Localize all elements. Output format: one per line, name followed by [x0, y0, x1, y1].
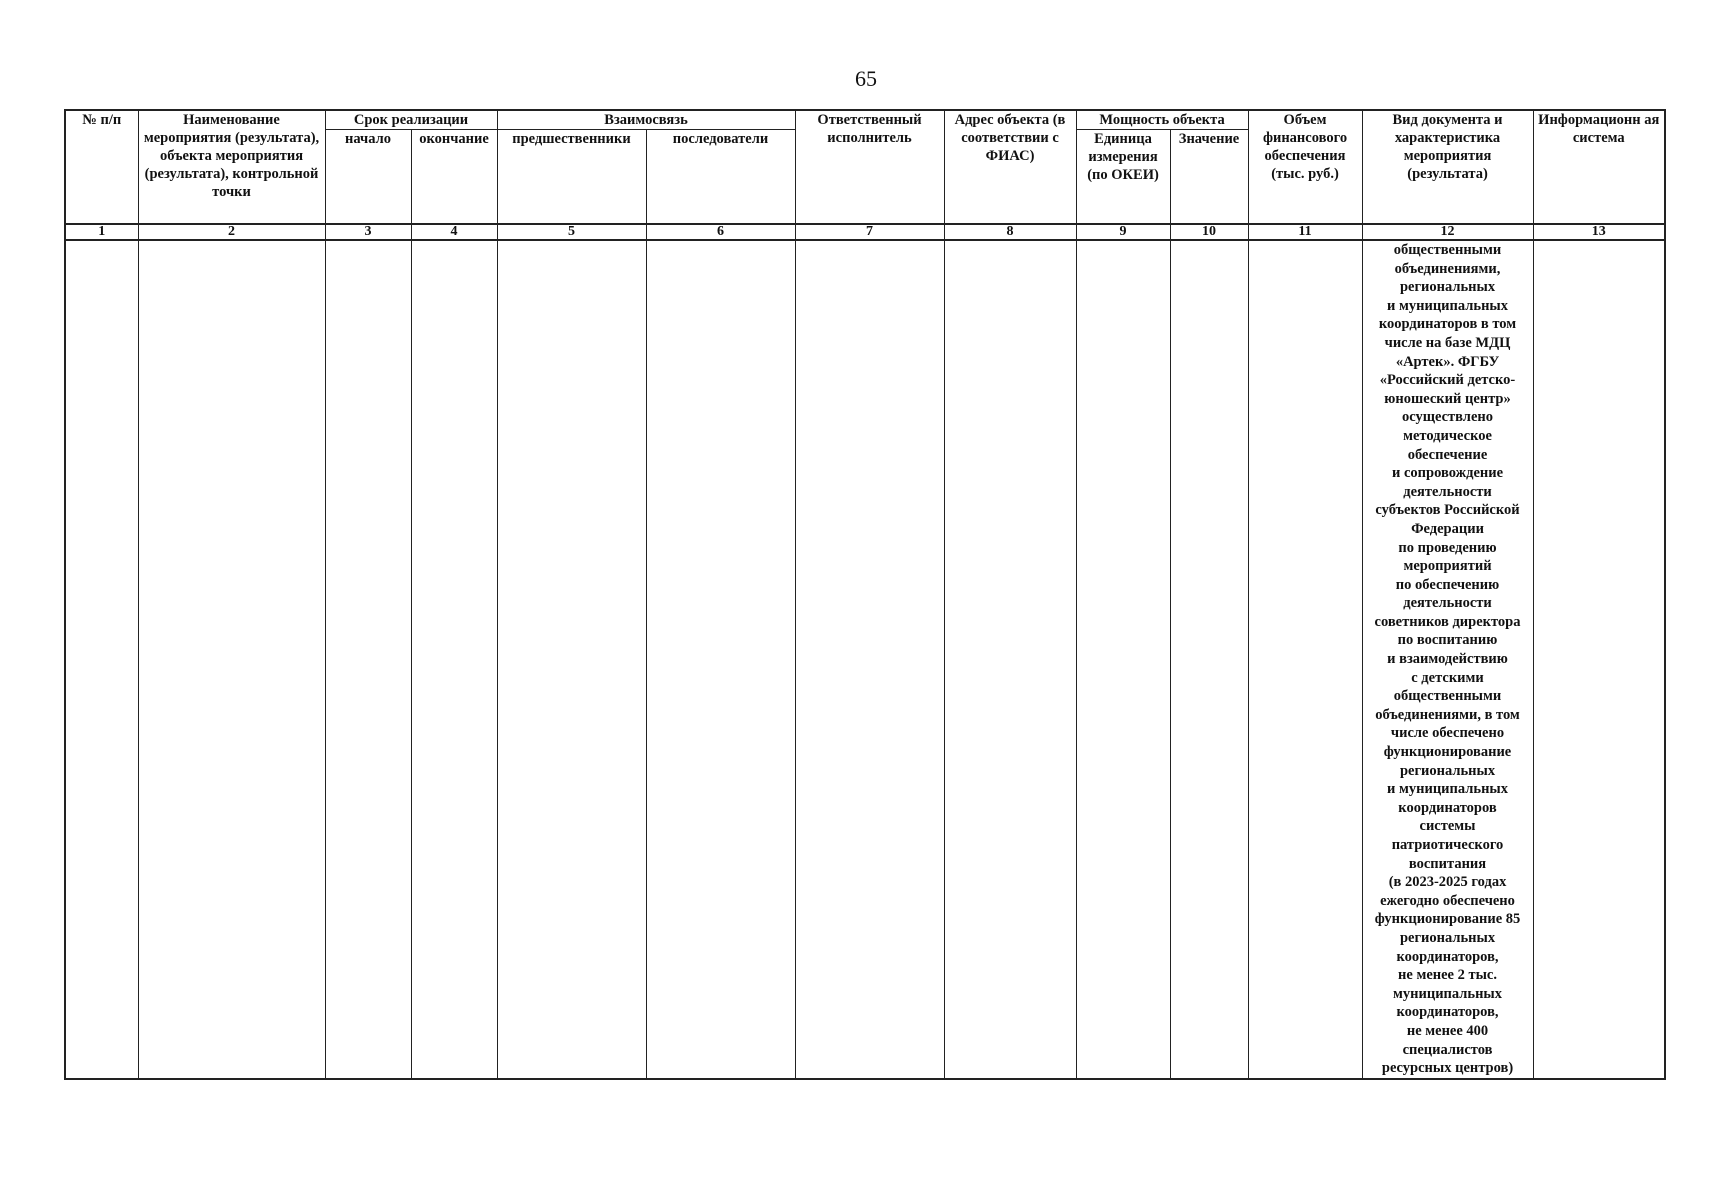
column-number: 10: [1170, 224, 1248, 240]
page-number: 65: [855, 66, 877, 91]
column-number: 9: [1076, 224, 1170, 240]
doc-description-line: «Российский детско-: [1379, 372, 1516, 389]
doc-description-line: субъектов Российской: [1375, 502, 1520, 519]
doc-description-line: функционирование: [1383, 744, 1512, 761]
doc-description-line: ресурсных центров): [1381, 1060, 1514, 1077]
cell-address: [944, 240, 1076, 1079]
cell-succ: [646, 240, 795, 1079]
doc-description-line: координаторов в том: [1378, 316, 1517, 333]
doc-description-line: мероприятий: [1403, 558, 1492, 575]
cell-info-system: [1533, 240, 1665, 1079]
doc-description-line: методическое: [1403, 427, 1492, 444]
doc-description-line: региональных: [1399, 279, 1496, 296]
header-info-system: Информационн ая система: [1533, 110, 1665, 224]
cell-responsible: [795, 240, 944, 1079]
doc-description-line: деятельности: [1403, 595, 1492, 612]
doc-description-line: системы: [1419, 818, 1476, 835]
column-number: 13: [1533, 224, 1665, 240]
header-address: Адрес объекта (в соответствии с ФИАС): [944, 110, 1076, 224]
header-capacity-unit: Единица измерения (по ОКЕИ): [1076, 130, 1170, 225]
header-name: Наименование мероприятия (результата), объекта мероприятия (результата), контрольной точки: [138, 110, 325, 224]
cell-num: [65, 240, 138, 1079]
column-number: 2: [138, 224, 325, 240]
column-number: 3: [325, 224, 411, 240]
doc-description-line: объединениями,: [1394, 260, 1501, 277]
doc-description-line: специалистов: [1402, 1041, 1493, 1058]
doc-description-line: по воспитанию: [1397, 632, 1498, 649]
doc-description-line: региональных: [1399, 929, 1496, 946]
doc-description-line: общественными: [1393, 688, 1502, 705]
header-doc-type: Вид документа и характеристика мероприятия (результата): [1362, 110, 1533, 224]
cell-end: [411, 240, 497, 1079]
doc-description-text: [1365, 241, 1531, 1078]
doc-description-line: и муниципальных: [1387, 781, 1508, 798]
doc-description-line: осуществлено: [1402, 409, 1493, 426]
column-number: 6: [646, 224, 795, 240]
doc-description-line: и взаимодействию: [1387, 651, 1508, 668]
doc-description-line: числе обеспечено: [1390, 725, 1505, 742]
header-term-start: начало: [325, 130, 411, 225]
doc-description-line: координаторов: [1398, 799, 1497, 816]
doc-description-line: Федерации: [1411, 520, 1484, 537]
doc-description-line: патриотического: [1391, 837, 1504, 853]
header-relation: Взаимосвязь: [497, 110, 795, 130]
doc-description-line: деятельности: [1403, 483, 1492, 500]
doc-description-line: функционирование 85: [1374, 911, 1521, 928]
header-capacity-value: Значение: [1170, 130, 1248, 225]
cell-value: [1170, 240, 1248, 1079]
doc-description-line: общественными: [1393, 242, 1502, 258]
doc-description-line: по проведению: [1398, 539, 1497, 556]
header-num: № п/п: [65, 110, 138, 224]
cell-pred: [497, 240, 646, 1079]
cell-doc-description: [1362, 240, 1533, 1079]
column-number: 7: [795, 224, 944, 240]
doc-description-line: юношеский центр»: [1384, 390, 1511, 407]
header-relation-succ: последователи: [646, 130, 795, 225]
doc-description-line: с детскими: [1411, 669, 1484, 686]
doc-description-line: и сопровождение: [1392, 465, 1504, 482]
doc-description-line: региональных: [1399, 762, 1496, 779]
doc-description-line: не менее 2 тыс.: [1398, 967, 1497, 984]
column-number: 8: [944, 224, 1076, 240]
doc-description-line: и муниципальных: [1387, 297, 1508, 314]
doc-description-line: обеспечение: [1407, 446, 1488, 463]
doc-description-line: муниципальных: [1393, 985, 1503, 1002]
doc-description-line: ежегодно обеспечено: [1380, 892, 1515, 909]
cell-finance: [1248, 240, 1362, 1079]
cell-name: [138, 240, 325, 1079]
column-number: 12: [1362, 224, 1533, 240]
plan-table: [64, 109, 1666, 1080]
doc-description-line: «Артек». ФГБУ: [1395, 353, 1500, 370]
header-term-end: окончание: [411, 130, 497, 225]
doc-description-line: воспитания: [1408, 855, 1487, 872]
header-term: Срок реализации: [325, 110, 497, 130]
cell-unit: [1076, 240, 1170, 1079]
column-number: 11: [1248, 224, 1362, 240]
doc-description-line: числе на базе МДЦ: [1384, 334, 1511, 351]
doc-description-line: координаторов,: [1396, 948, 1499, 965]
header-capacity: Мощность объекта: [1076, 110, 1248, 130]
header-finance: Объем финансового обеспечения (тыс. руб.): [1248, 110, 1362, 224]
doc-description-line: не менее 400: [1406, 1022, 1489, 1039]
column-number: 5: [497, 224, 646, 240]
column-number: 1: [65, 224, 138, 240]
doc-description-line: советников директора: [1374, 613, 1521, 630]
doc-description-line: координаторов,: [1396, 1004, 1499, 1021]
table-row: [65, 240, 1665, 1079]
doc-description-line: (в 2023-2025 годах: [1388, 874, 1507, 891]
column-number: 4: [411, 224, 497, 240]
doc-description-line: объединениями, в том: [1375, 706, 1520, 723]
doc-description-line: по обеспечению: [1395, 576, 1500, 593]
header-responsible: Ответственный исполнитель: [795, 110, 944, 224]
cell-start: [325, 240, 411, 1079]
header-relation-pred: предшественники: [497, 130, 646, 225]
